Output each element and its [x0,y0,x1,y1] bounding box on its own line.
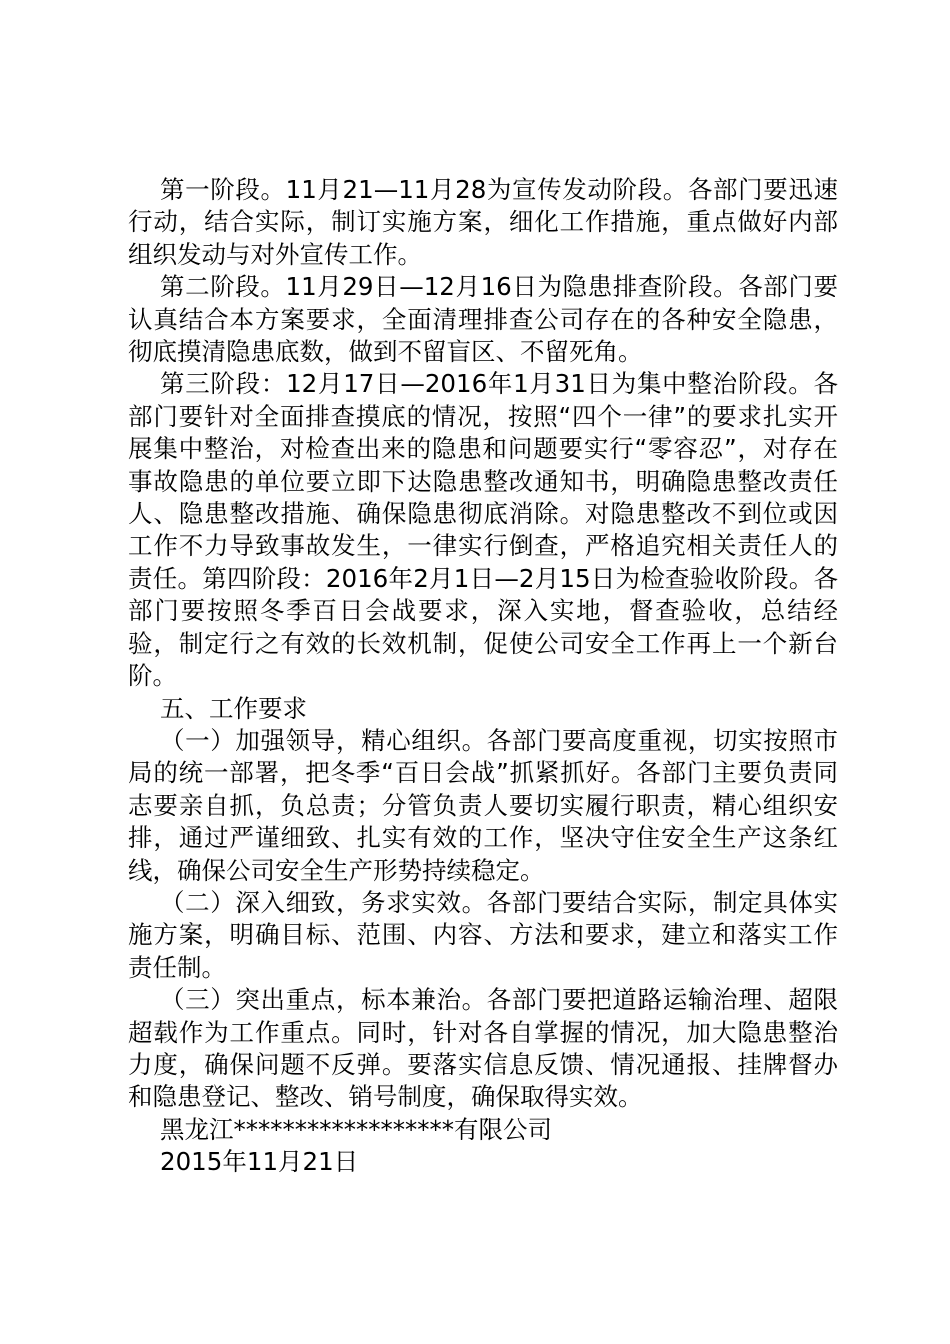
requirement-one-paragraph: （一）加强领导，精心组织。各部门要高度重视，切实按照市局的统一部署，把冬季“百日会战”抓紧抓好。各部门主要负责同志要亲自抓，负总责；分管负责人要切实履行职责，精心组织安排，通过严谨细致、扎实有效的工作，坚决守住安全生产这条红线，确保公司安全生产形势持续稳定。 [128,725,838,885]
requirement-two-paragraph: （二）深入细致，务求实效。各部门要结合实际，制定具体实施方案，明确目标、范围、内容、方法和要求，建立和落实工作责任制。 [128,887,838,982]
signature-date: 2015年11月21日 [160,1147,359,1177]
stage-two-paragraph: 第二阶段。11月29日—12月16日为隐患排查阶段。各部门要认真结合本方案要求，全面清理排查公司存在的各种安全隐患，彻底摸清隐患底数，做到不留盲区、不留死角。 [128,272,838,367]
signature-company: 黑龙江******************有限公司 [160,1114,552,1144]
stage-one-paragraph: 第一阶段。11月21—11月28为宣传发动阶段。各部门要迅速行动，结合实际，制订实施方案，细化工作措施，重点做好内部组织发动与对外宣传工作。 [128,175,838,269]
requirement-three-paragraph: （三）突出重点，标本兼治。各部门要把道路运输治理、超限超载作为工作重点。同时，针对各自掌握的情况，加大隐患整治力度，确保问题不反弹。要落实信息反馈、情况通报、挂牌督办和隐患登记、整改、销号制度，确保取得实效。 [128,985,838,1112]
stage-three-four-paragraph: 第三阶段：12月17日—2016年1月31日为集中整治阶段。各部门要针对全面排查摸底的情况，按照“四个一律”的要求扎实开展集中整治，对检查出来的隐患和问题要实行“零容忍”，对存在事故隐患的单位要立即下达隐患整改通知书，明确隐患整改责任人、隐患整改措施、确保隐患彻底消除。对隐患整改不到位或因工作不力导致事故发生，一律实行倒查，严格追究相关责任人的责任。第四阶段：2016年2月1日—2月15日为检查验收阶段。各部门要按照冬季百日会战要求，深入实地，督查验收，总结经验，制定行之有效的长效机制，促使公司安全工作再上一个新台阶。 [128,369,838,691]
section-title: 五、工作要求 [160,693,307,723]
document-body [128,174,838,1179]
